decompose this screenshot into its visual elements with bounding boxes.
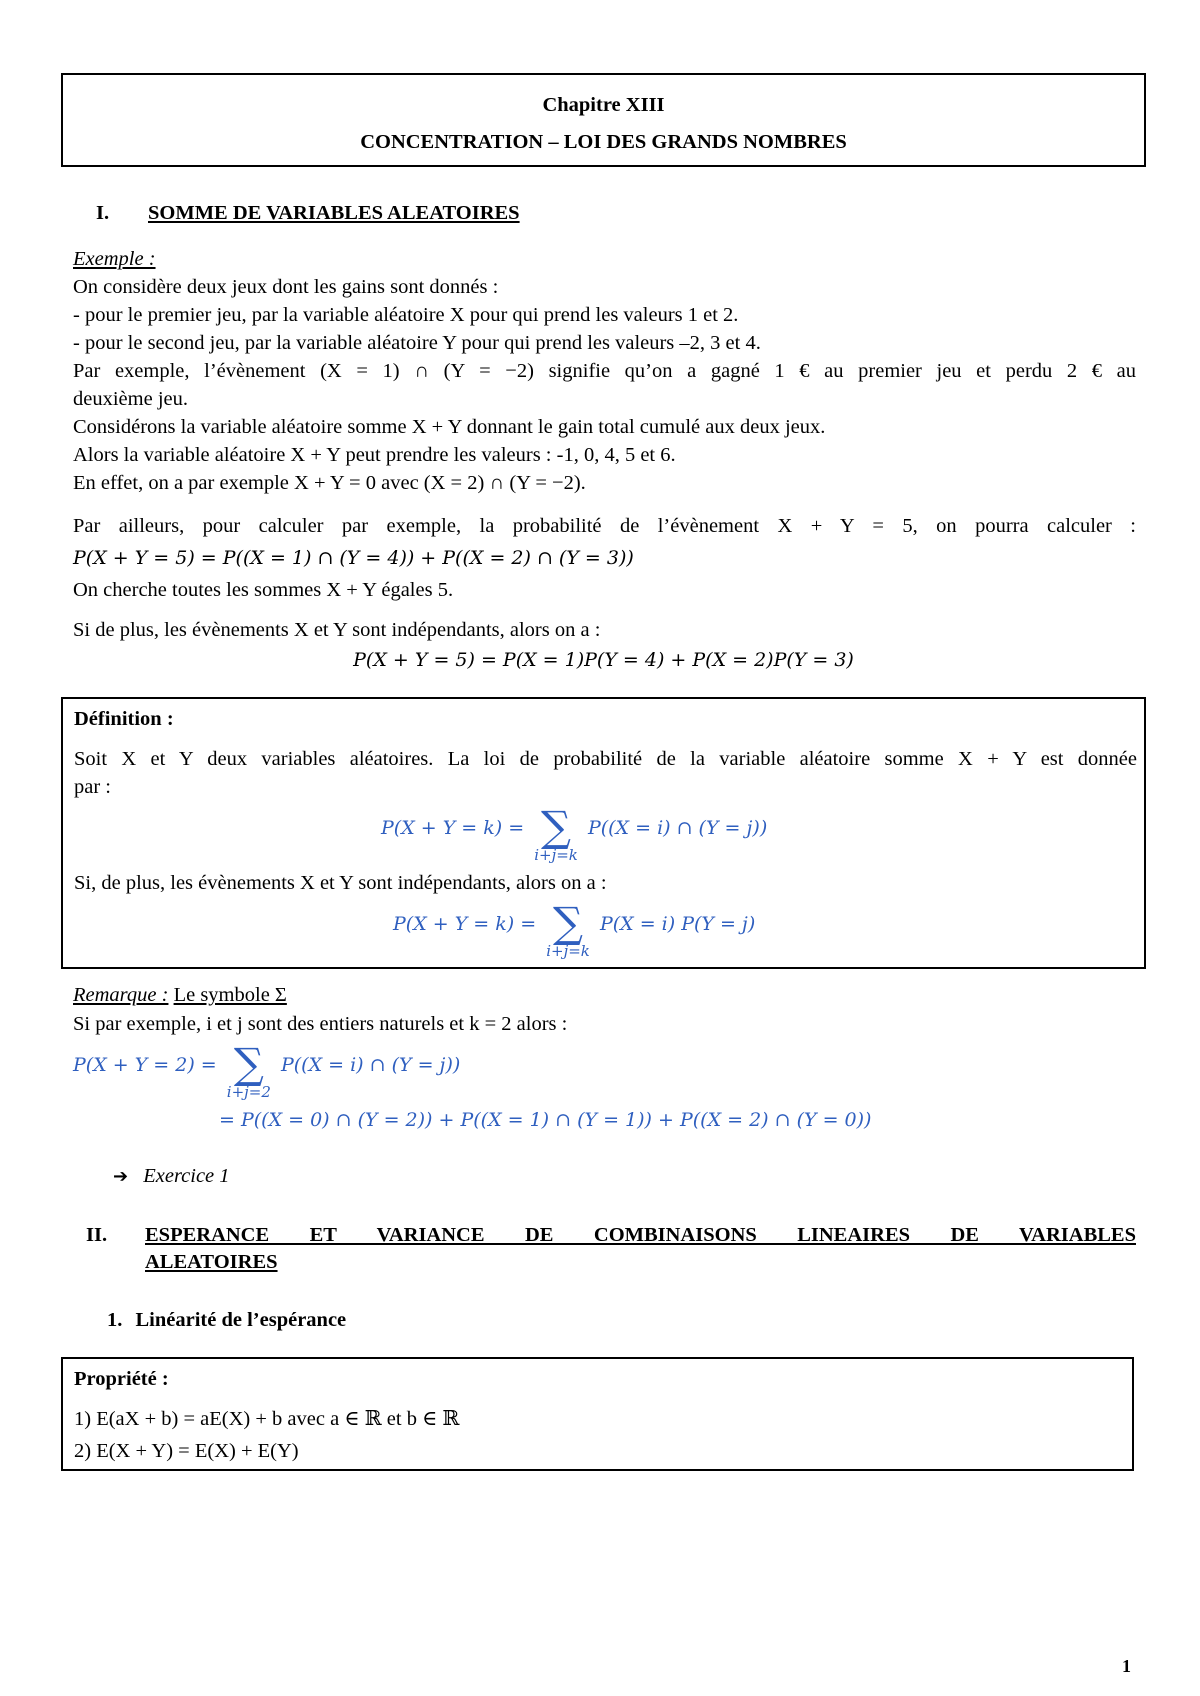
- subsection-title: Linéarité de l’espérance: [135, 1309, 347, 1331]
- example-line-9: Par ailleurs, pour calculer par exemple, la probabilité de l’évènement X + Y = 5, on pourra calculer :: [73, 515, 1136, 537]
- example-line-10: On cherche toutes les sommes X + Y égales 5.: [73, 579, 454, 601]
- remark-formula-left: P(X + Y = 2) =: [73, 1054, 217, 1076]
- property-item-2: 2) E(X + Y) = E(X) + E(Y): [74, 1440, 299, 1462]
- example-formula-1: P(X + Y = 5) = P((X = 1) ∩ (Y = 4)) + P((X = 2) ∩ (Y = 3)): [73, 547, 634, 569]
- example-line-5: deuxième jeu.: [73, 388, 188, 410]
- example-line-6: Considérons la variable aléatoire somme X + Y donnant le gain total cumulé aux deux jeux.: [73, 416, 826, 438]
- remark-label: Remarque :: [73, 984, 169, 1006]
- section-1-number: I.: [96, 202, 110, 224]
- summation-index: i+j=2: [226, 1083, 271, 1101]
- section-2-title-line-2: ALEATOIRES: [145, 1251, 278, 1273]
- remark-formula-1: [73, 1038, 461, 1101]
- remark-heading: [73, 981, 287, 1009]
- definition-label: Définition :: [74, 708, 174, 730]
- definition-line-2: par :: [74, 776, 111, 798]
- section-1-title: SOMME DE VARIABLES ALEATOIRES: [148, 202, 520, 224]
- summation-symbol: ∑ i+j=k: [534, 802, 578, 864]
- section-2-title-line-1: ESPERANCE ET VARIANCE DE COMBINAISONS LINEAIRES DE VARIABLES: [145, 1224, 1136, 1246]
- summation-index: i+j=k: [534, 846, 578, 864]
- chapter-number: Chapitre XIII: [542, 94, 665, 116]
- right-arrow-icon: ➔: [113, 1166, 129, 1187]
- example-line-8: En effet, on a par exemple X + Y = 0 avec (X = 2) ∩ (Y = −2).: [73, 472, 586, 494]
- definition-formula-1-right: P((X = i) ∩ (Y = j)): [587, 817, 768, 839]
- example-label: Exemple :: [73, 248, 156, 270]
- subsection-number: 1.: [107, 1309, 123, 1331]
- example-line-7: Alors la variable aléatoire X + Y peut prendre les valeurs : -1, 0, 4, 5 et 6.: [73, 444, 676, 466]
- example-line-3: - pour le second jeu, par la variable aléatoire Y pour qui prend les valeurs –2, 3 et 4.: [73, 332, 761, 354]
- remark-formula-right: P((X = i) ∩ (Y = j)): [280, 1054, 461, 1076]
- section-1-heading: [96, 199, 520, 227]
- example-line-4: Par exemple, l’évènement (X = 1) ∩ (Y = −2) signifie qu’on a gagné 1 € au premier jeu et perdu 2 € au: [73, 360, 1136, 382]
- page-number: 1: [1122, 1656, 1131, 1676]
- chapter-title-box: [61, 73, 1146, 167]
- definition-box: [61, 697, 1146, 969]
- property-box: [61, 1357, 1134, 1471]
- definition-formula-2-right: P(X = i) P(Y = j): [599, 913, 756, 935]
- remark-line-1: Si par exemple, i et j sont des entiers naturels et k = 2 alors :: [73, 1013, 568, 1035]
- definition-line-1: Soit X et Y deux variables aléatoires. La loi de probabilité de la variable aléatoire somme X + Y est donnée: [74, 748, 1137, 770]
- example-formula-2: P(X + Y = 5) = P(X = 1)P(Y = 4) + P(X = 2)P(Y = 3): [353, 649, 854, 671]
- summation-symbol: ∑ i+j=2: [226, 1039, 271, 1101]
- definition-formula-1-left: P(X + Y = k) =: [381, 817, 525, 839]
- definition-line-3: Si, de plus, les évènements X et Y sont indépendants, alors on a :: [74, 872, 607, 894]
- property-label: Propriété :: [74, 1368, 169, 1390]
- example-line-2: - pour le premier jeu, par la variable aléatoire X pour qui prend les valeurs 1 et 2.: [73, 304, 739, 326]
- section-2-number: II.: [86, 1224, 108, 1246]
- definition-formula-2: [393, 897, 756, 960]
- remark-formula-2: = P((X = 0) ∩ (Y = 2)) + P((X = 1) ∩ (Y = 1)) + P((X = 2) ∩ (Y = 0)): [219, 1109, 872, 1131]
- property-item-1: 1) E(aX + b) = aE(X) + b avec a ∈ ℝ et b ∈ ℝ: [74, 1408, 460, 1430]
- remark-text: Le symbole Σ: [173, 984, 287, 1006]
- summation-index: i+j=k: [546, 942, 590, 960]
- chapter-title: CONCENTRATION – LOI DES GRANDS NOMBRES: [360, 131, 847, 153]
- exercise-reference: [113, 1162, 230, 1191]
- example-line-1: On considère deux jeux dont les gains sont donnés :: [73, 276, 499, 298]
- definition-formula-2-left: P(X + Y = k) =: [393, 913, 537, 935]
- exercise-link[interactable]: Exercice 1: [143, 1165, 230, 1187]
- example-line-11: Si de plus, les évènements X et Y sont indépendants, alors on a :: [73, 619, 601, 641]
- subsection-heading: [107, 1306, 346, 1334]
- definition-formula-1: [381, 801, 768, 864]
- summation-symbol: ∑ i+j=k: [546, 898, 590, 960]
